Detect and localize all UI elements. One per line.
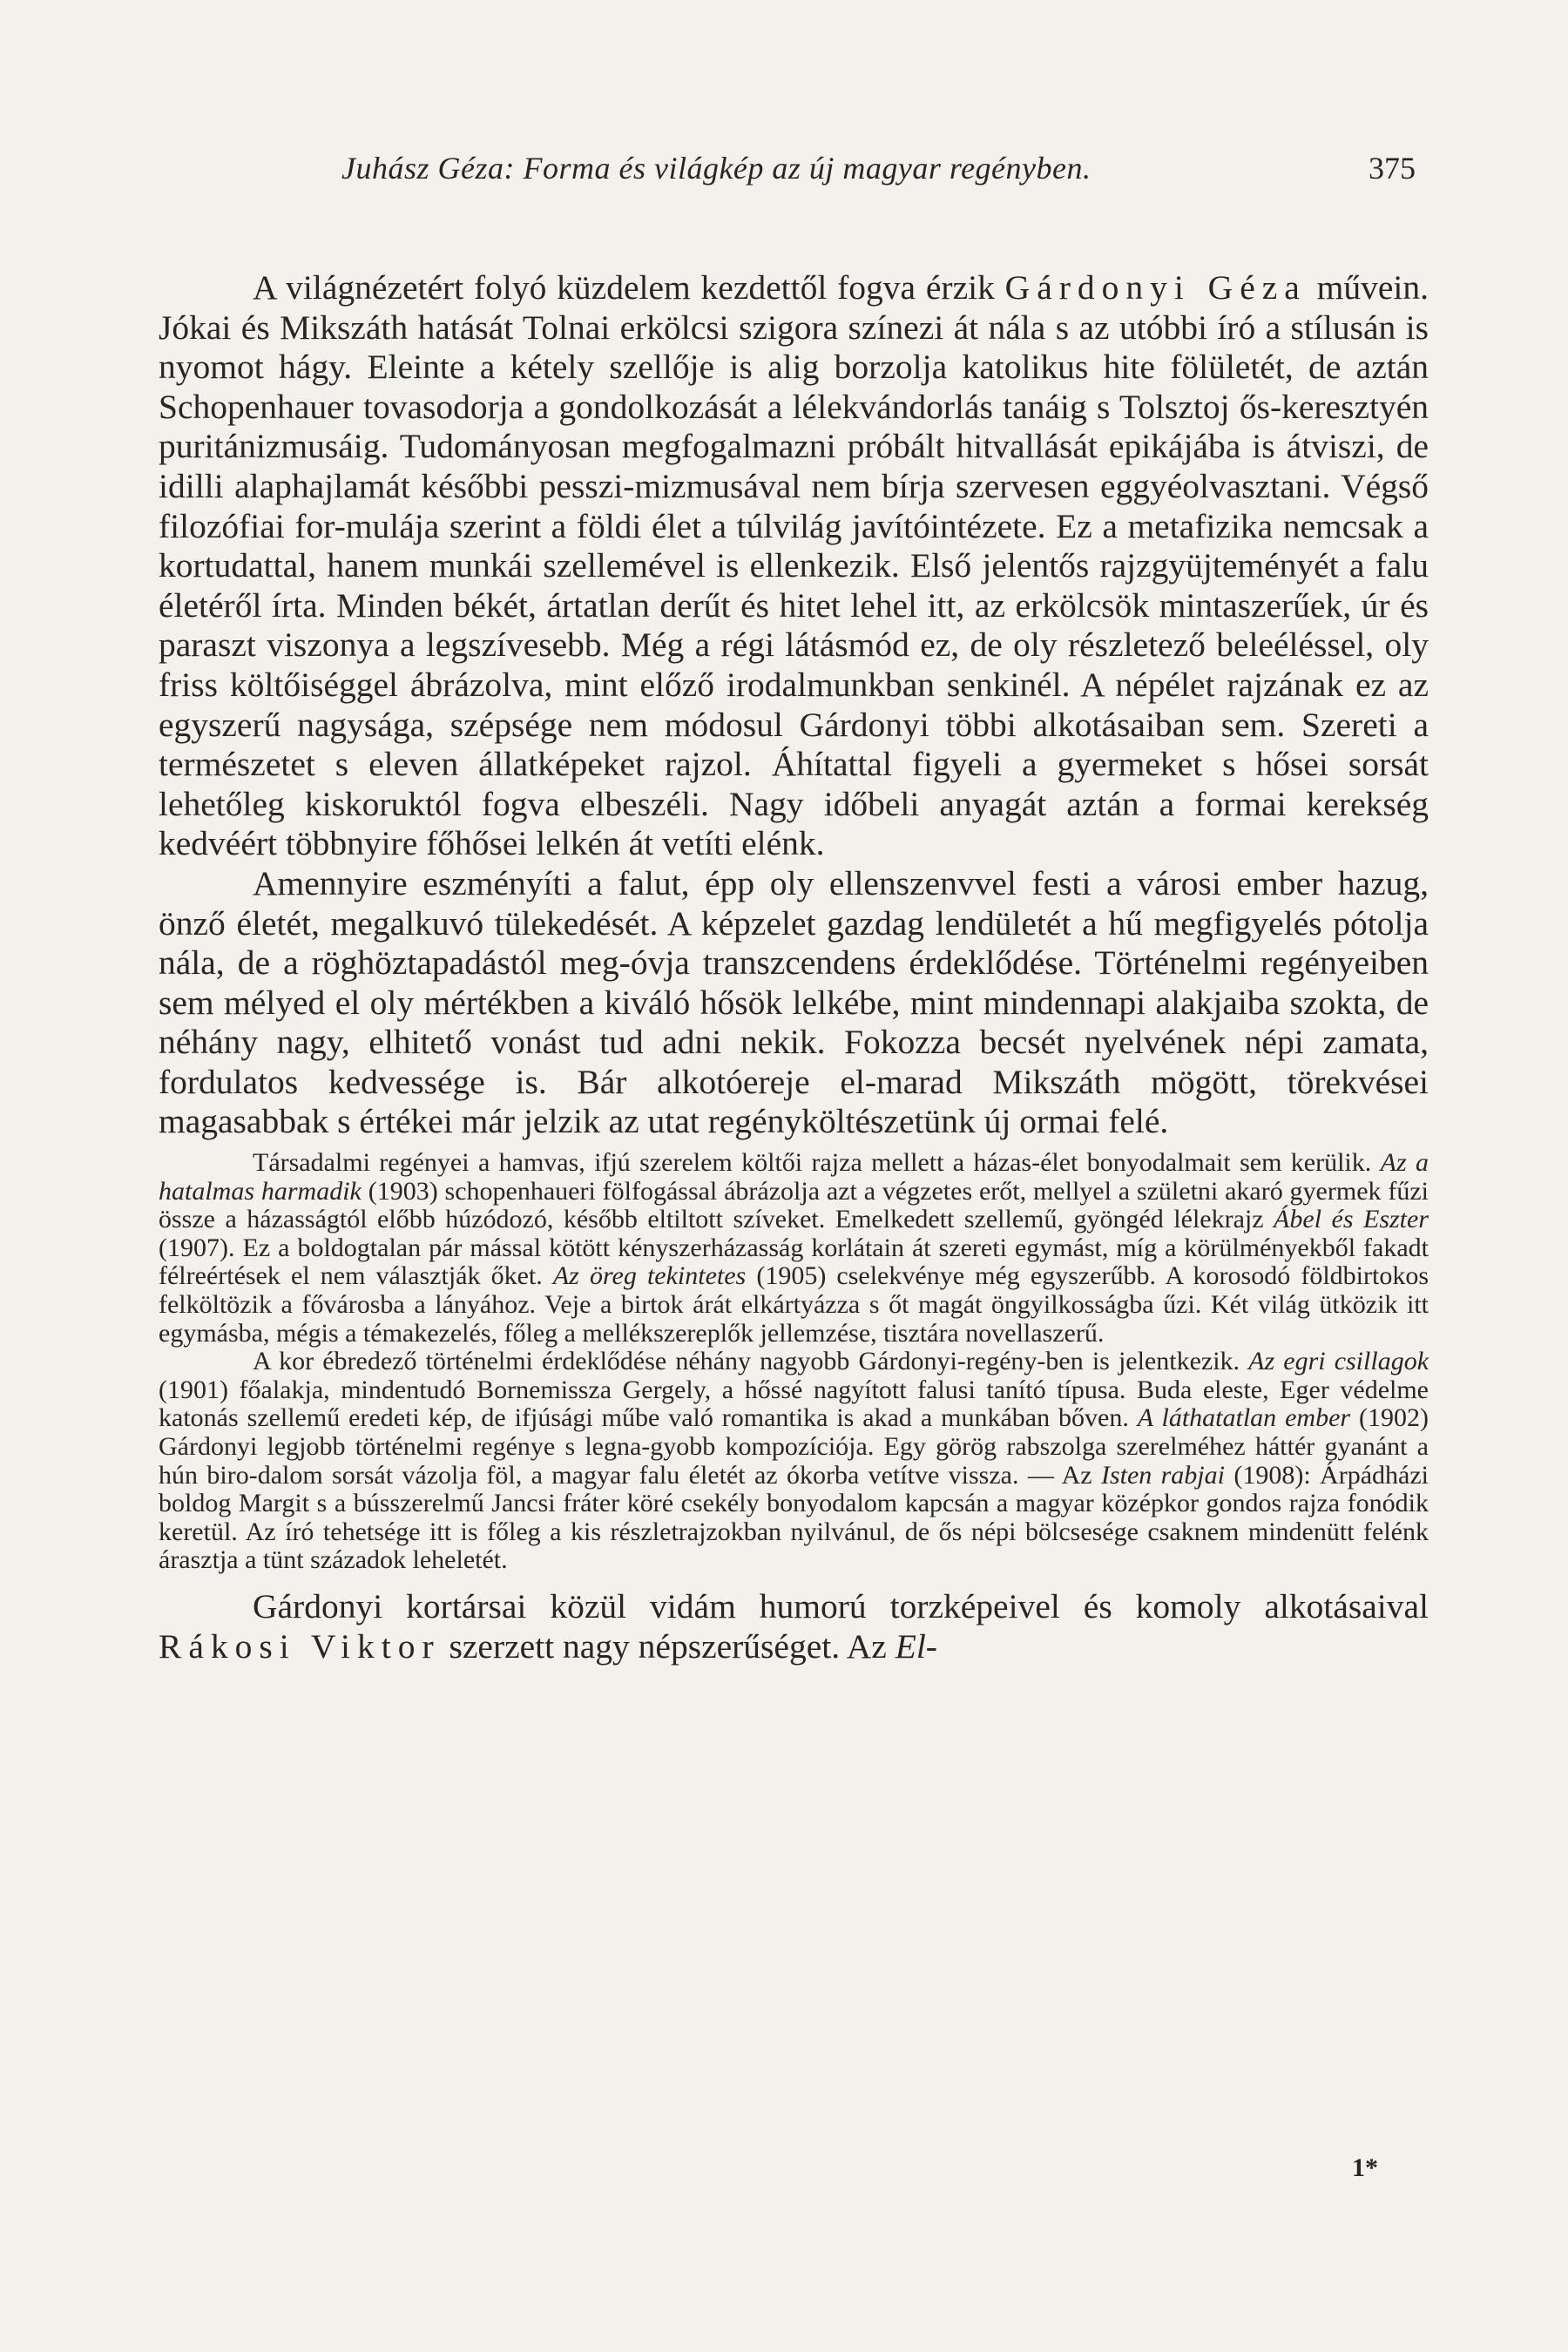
text-run: (1901) főalakja, mindentudó Bornemissza Gergely, a hőssé nagyított falusi tanító típusa. Buda eleste, Eger védelme katonás szellemű eredeti kép, de ifjúsági műbe való romantika is akad a munkában bőven. [159, 1375, 1429, 1433]
text-run: Társadalmi regényei a hamvas, ifjú szerelem költői rajza mellett a házas-élet bonyodalmait sem kerülik. [253, 1148, 1381, 1178]
book-title: Az öreg tekintetes [552, 1261, 747, 1291]
spaced-name: Rákosi Viktor [159, 1626, 441, 1666]
running-header [341, 150, 1416, 193]
text-run: (1908): Árpádházi boldog Margit s a bússzerelmű Jancsi fráter köré csekély bonyodalom kapcsán a magyar középkor gondos rajza fonódik keretül. Az író tehetsége itt is főleg a kis részletrajzokban nyilvánul, de ős népi bölcsesége csaknem mindenütt felénk árasztja a tünt századok leheletét. [159, 1460, 1429, 1575]
text-run: (1905) cselekvénye még egyszerűbb. A korosodó földbirtokos felköltözik a fővárosba a lányához. Veje a birtok árát elkártyázza s őt magát öngyilkosságba űzi. Két világ ütközik itt egymásba, mégis a témakezelés, főleg a mellékszereplők jellemzése, tisztára novellaszerű. [159, 1261, 1429, 1348]
text-run: (1907). Ez a boldogtalan pár mással kötött kényszerházasság korlátain át szereti egymást, míg a körülményekből fakadt félreértések el nem választják őket. [159, 1233, 1429, 1291]
paragraph-village-city: Amennyire eszményíti a falut, épp oly ellenszenvvel festi a városi ember hazug, önző életét, megalkuvó tülekedését. A képzelet gazdag lendületét a hű megfigyelés pótolja nála, de a röghöztapadástól meg-óvja transzcendens érdeklődése. Történelmi regényeiben sem mélyed el oly mértékben a kiváló hősök lelkébe, mint mindennapi alakjaiba szokta, de néhány nagy, elhitető vonást tud adni nekik. Fokozza becsét nyelvének népi zamata, fordulatos kedvessége is. Bár alkotóereje el-marad Mikszáth mögött, törekvései magasabbak s értékei már jelzik az utat regényköltészetünk új ormai felé. [159, 863, 1429, 1141]
book-title: Ábel és Eszter [1274, 1205, 1429, 1234]
page-number: 375 [1369, 151, 1416, 186]
text-run: művein. Jókai és Mikszáth hatását Tolnai erkölcsi szigora színezi át nála s az utóbbi író a stílusán is nyomot hágy. Eleinte a kétely szellője is alig borzolja katolikus hite fölületét, de aztán Schopenhauer tovasodorja a gondolkozását a lélekvándorlás tanáig s Tolsztoj ős-keresztyén puritánizmusáig. Tudományosan megfogalmazni próbált hitvallását epikájába is átviszi, de idilli alaphajlamát későbbi pesszi-mizmusával nem bírja szervesen eggyéolvasztani. Végső filozófiai for-mulája szerint a földi élet a túlvilág javítóintézete. Ez a metafizika nemcsak a kortudattal, hanem munkái szellemével is ellenkezik. Első jelentős rajzgyüjteményét a falu életéről írta. Minden békét, ártatlan derűt és hitet lehel itt, az erkölcsök mintaszerűek, úr és paraszt viszonya a legszívesebb. Még a régi látásmód ez, de oly részletező beleéléssel, oly friss költőiséggel ábrázolva, mint előző irodalmunkban senkinél. A népélet rajzának ez az egyszerű nagysága, szépsége nem módosul Gárdonyi többi alkotásaiban sem. Szereti a természetet s eleven állatképeket rajzol. Áhítattal figyeli a gyermeket s hősei sorsát lehetőleg kiskoruktól fogva elbeszéli. Nagy időbeli anyagát aztán a formai kerekség kedvéért többnyire főhősei lelkén át vetíti elénk. [159, 268, 1429, 863]
text-run: szerzett nagy népszerűséget. Az [440, 1626, 896, 1666]
paragraph-rakosi [159, 1587, 1429, 1666]
book-title: Az egri csillagok [1248, 1347, 1429, 1376]
paragraph-gardonyi-worldview [159, 268, 1429, 864]
book-title-fragment: El- [895, 1626, 937, 1666]
text-run: Gárdonyi kortársai közül vidám humorú torzképeivel és komoly alkotásaival [253, 1586, 1429, 1625]
running-title: Juhász Géza: Forma és világkép az új magyar regényben. [341, 151, 1092, 186]
book-title: Az a hatalmas harmadik [159, 1148, 1429, 1206]
text-run: A kor ébredező történelmi érdeklődése néhány nagyobb Gárdonyi-regény-ben is jelentkezik. [253, 1347, 1249, 1376]
text-run: A világnézetért folyó küzdelem kezdettől fogva érzik [253, 268, 1005, 307]
book-title: Isten rabjai [1100, 1460, 1225, 1490]
printer-signature: 1* [1352, 2153, 1378, 2182]
spaced-name: Gárdonyi Géza [1004, 268, 1307, 307]
book-title: A láthatatlan ember [1137, 1403, 1351, 1433]
text-run: (1902) Gárdonyi legjobb történelmi regénye s legna-gyobb kompozíciója. Egy görög rabszolga szerelméhez háttér gyanánt a hún biro-dalom sorsát vázolja föl, a magyar falu életét az ókorba vetítve vissza. — Az [159, 1403, 1429, 1490]
note-social-novels [159, 1149, 1429, 1348]
text-run: (1903) schopenhaueri fölfogással ábrázolja azt a végzetes erőt, mellyel a születni akaró gyermek fűzi össze a házasságtól előbb húzódozó, később eltiltott szíveket. Emelkedett szellemű, gyöngéd lélekrajz [159, 1176, 1429, 1234]
main-text [159, 268, 1429, 1666]
small-print-notes [159, 1149, 1429, 1575]
note-historical-novels [159, 1348, 1429, 1575]
